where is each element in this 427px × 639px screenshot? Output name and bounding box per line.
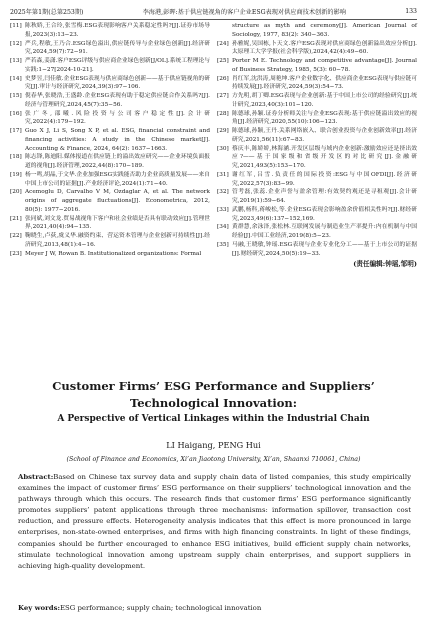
reference-text: 管考磊,张蕊.企业声誉与盈余管理:有效契约观还是寻租观[J].会计研究,2019(1):59−64.	[232, 189, 417, 204]
reference-item	[10, 57, 210, 75]
abstract-text: Based on Chinese tax survey data and supply chain data of listed companies, this study empirically examines the impact of customer firms’ ESG performance on their suppliers’ technological innovation and the pathways through which this occurs. The research finds that customer firms’ ESG performance significantly promotes suppliers’ patent applications through three mechanisms: information spillover, transaction cost reduction, and pressure effects. Heterogeneity analysis indicates that this effect is more pronounced in large enterprises, non-state-owned enterprises, and firms with high financing constraints. In light of these findings, companies should be further encouraged to enhance ESG initiatives, build efficient supply chain networks, stimulate technological innovation among upstream supply chain enterprises, and support suppliers in achieving high-quality development.	[18, 473, 411, 570]
reference-item	[10, 188, 210, 214]
reference-number: [14]	[10, 75, 22, 82]
reference-number: [19]	[10, 171, 22, 178]
reference-text: 严兵,程敏,王乃合.ESG绿色溢出,供应链传导与企业绿色创新[J].经济研究,2024,59(7):72−91.	[25, 40, 210, 56]
reference-item	[217, 57, 417, 75]
reference-text: 鞠晓生,卢荻,虞义华.融资约束、营运资本管理与企业创新可持续性[J].经济研究,2013,48(1):4−16.	[25, 233, 210, 248]
reference-text: 方先明,胡丁卿.ESG表现与企业创新:基于中国上市公司的经验研究[J].统计研究,2023,40(3):101−120.	[232, 93, 417, 108]
reference-item	[10, 153, 210, 171]
reference-text: 陈秋娇,王合玲,张雪梅.ESG表现影响客户关系稳定性吗?[J].证券市场导报,2023(3):13−23.	[25, 23, 210, 38]
reference-item	[10, 127, 210, 153]
reference-item	[10, 232, 210, 250]
reference-number: [34]	[217, 224, 229, 231]
reference-item	[217, 145, 417, 171]
reference-item	[10, 22, 210, 40]
reference-number: [33]	[217, 206, 229, 213]
references-left-column	[10, 22, 210, 360]
article-title	[0, 378, 427, 412]
reference-text: Acemoglu D, Carvalho V M, Ozdaglar A, et al. The network origins of aggregate fluctuations[J]. Econometrica, 2012, 80(5): 1977−2016.	[25, 189, 210, 213]
abstract-label: Abstract:	[18, 473, 54, 481]
references-right-column	[217, 22, 417, 360]
reference-item	[217, 75, 417, 93]
reference-number: [24]	[217, 40, 229, 47]
reference-item	[217, 171, 417, 189]
reference-item	[217, 127, 417, 145]
reference-text: Meyer J W, Rowan B. Institutionalized organizations: Formal	[25, 250, 202, 257]
keywords-text: ESG performance; supply chain; technological innovation	[60, 604, 262, 612]
reference-number: [18]	[10, 154, 22, 161]
reference-item	[217, 110, 417, 128]
affiliation: (School of Finance and Economics, Xi’an Jiaotong University, Xi’an, Shaanxi 710061, China)	[66, 456, 361, 463]
reference-text: 严若森,姜潇.客户ESG评级与供应商企业绿色创新[J/OL].系统工程理论与实践:1−27[2024-10-21].	[25, 58, 210, 73]
reference-item	[217, 22, 417, 40]
running-header	[10, 5, 417, 17]
article-subtitle: A Perspective of Vertical Linkages within the Industrial Chain	[57, 414, 370, 424]
reference-item	[217, 92, 417, 110]
reference-number: [22]	[10, 233, 22, 239]
reference-text: 马融,王晓敏,钟瑶.ESG表现与企业专业化分工——基于上市公司的证据[J].财经研究,2024,50(5):19−33.	[232, 241, 417, 257]
reference-item	[10, 171, 210, 189]
reference-item	[10, 110, 210, 128]
reference-number: [15]	[10, 93, 22, 99]
reference-number	[217, 22, 232, 40]
reference-text: 武鹏,杨科,蒋峻松,等.企业ESG表现会影响盈余价值相关性吗?[J].财经研究,2023,49(6):137−152,169.	[232, 206, 417, 222]
reference-text: 史梦昱,闫佳敏.企业ESG表现与供应商绿色创新——基于供应链视角的研究[J].审计与经济研究,2024,39(3):97−106.	[25, 75, 210, 91]
reference-number: [23]	[10, 250, 22, 257]
reference-text: 陈志锋,陈迪阳.媒体报道在供应链上的溢出效应研究——企业环境负面报道的视角[J].经济管理,2022,44(8):170−189.	[25, 154, 210, 169]
reference-number: [35]	[217, 241, 229, 248]
reference-item	[217, 40, 417, 58]
reference-number: [11]	[10, 23, 22, 29]
references-section	[10, 22, 417, 360]
reference-item	[217, 188, 417, 206]
reference-text: 陈德球,孙颖,王丹.关系网络嵌入、联合创业投资与企业创新效率[J].经济研究,2021,56(11):67−83.	[232, 128, 417, 143]
abstract	[18, 472, 411, 572]
reference-text: 倪春华,张晓浩,王盛龄.企业ESG表现有助于稳定供应链合作关系吗?[J].经济与管理研究,2024,45(7):35−56.	[25, 93, 210, 108]
header-rule	[10, 19, 417, 20]
reference-text: 杨一鸣,胡晶,于文华.企业加强ESG实践能否助力企业高质量发展——来自中国上市公司的证据[J].产业经济评论,2024(1):71−40.	[25, 171, 210, 187]
reference-text: 黄群慧,余泳泽,张松林.互联网发展与制造业生产率提升:内在机制与中国经验[J].中国工业经济,2019(8):5−23.	[232, 224, 417, 239]
reference-number: [32]	[217, 189, 229, 196]
reference-item	[10, 40, 210, 58]
reference-number: [27]	[217, 93, 229, 99]
reference-number: [17]	[10, 128, 22, 134]
reference-text: Guo X J, Li S, Song X P, et al. ESG, financial constraint and financing activities: A study in the Chinese market[J]. Accounting & Finance, 2024, 64(2): 1637−1663.	[25, 128, 210, 152]
editor-note: (责任编辑:钟瑶,邹明)	[353, 260, 417, 269]
reference-number: [20]	[10, 189, 22, 196]
reference-item	[10, 215, 210, 233]
reference-number: [16]	[10, 110, 22, 117]
reference-number: [21]	[10, 215, 22, 222]
issue-info: 2025年第1期(总第253期)	[10, 8, 84, 16]
reference-item	[217, 206, 417, 224]
reference-text: 肖红军,沈洪涛,周艳坤.客户企业数字化、供应商企业ESG表现与供应链可持续发展[J].经济研究,2024,59(3):54−73.	[232, 75, 417, 91]
reference-item	[10, 92, 210, 110]
reference-number: [12]	[10, 40, 22, 47]
reference-text: 孙雅妮,吴国栋,卜天文.客户ESG表现对供应商绿色创新溢出效应分析[J].太原理工大学学报(社会科学版),2024,42(4):49−60.	[232, 40, 417, 56]
reference-number: [29]	[217, 128, 229, 134]
reference-text: Porter M E. Technology and competitive advantage[J]. Journal of Business Strategy, 1985, 5(3): 60−78.	[232, 58, 417, 73]
reference-text: 蔡庆丰,陈娇娇,林海涵.开发区层级与域内企业创新:激励效应还是挤出效应?——基于国家级和省级开发区的对比研究[J].金融研究,2021,493(5):153−170.	[232, 145, 417, 169]
reference-text: 张同斌,刘文龙.贸易战视角下客户和社会业绩是否具有联动效应[J].管理世界,2021,40(4):94−135.	[25, 215, 210, 231]
keywords-label: Key words:	[18, 604, 61, 612]
authors: LI Haigang, PENG Hui	[166, 440, 261, 450]
reference-number: [31]	[217, 171, 229, 178]
reference-text: structure as myth and ceremony[J]. American Journal of Sociology, 1977, 83(2): 340−363.	[232, 23, 417, 38]
reference-number: [13]	[10, 58, 22, 64]
reference-item	[217, 241, 417, 259]
reference-item	[10, 75, 210, 93]
reference-number: [25]	[217, 58, 229, 64]
page-number: 133	[405, 7, 417, 15]
reference-number: [30]	[217, 145, 229, 152]
reference-item	[10, 250, 210, 259]
reference-text: 谢红军,吕雪.负责任的国际投资:ESG与中国OFDI[J].经济研究,2022,57(3):83−99.	[232, 171, 417, 187]
reference-number: [26]	[217, 75, 229, 82]
title-line-2: Technological Innovation:	[129, 396, 298, 410]
reference-text: 张广冬,邵曦.风险投资与公司客户稳定性[J].会计研究,2022(4):179−192.	[25, 110, 210, 126]
title-line-1: Customer Firms’ ESG Performance and Suppliers’	[52, 379, 375, 393]
reference-text: 陈德球,孙颖.证券分析师关注与企业ESG表现:基于供应链溢出效应的视角[J].经济研究,2020,55(10):106−123.	[232, 110, 417, 126]
reference-item	[217, 223, 417, 241]
running-title: 李海港,彭晖:基于供应链视角的客户企业ESG表现对供应商技术创新的影响	[142, 8, 346, 16]
reference-number: [28]	[217, 110, 229, 117]
keywords	[18, 604, 411, 612]
